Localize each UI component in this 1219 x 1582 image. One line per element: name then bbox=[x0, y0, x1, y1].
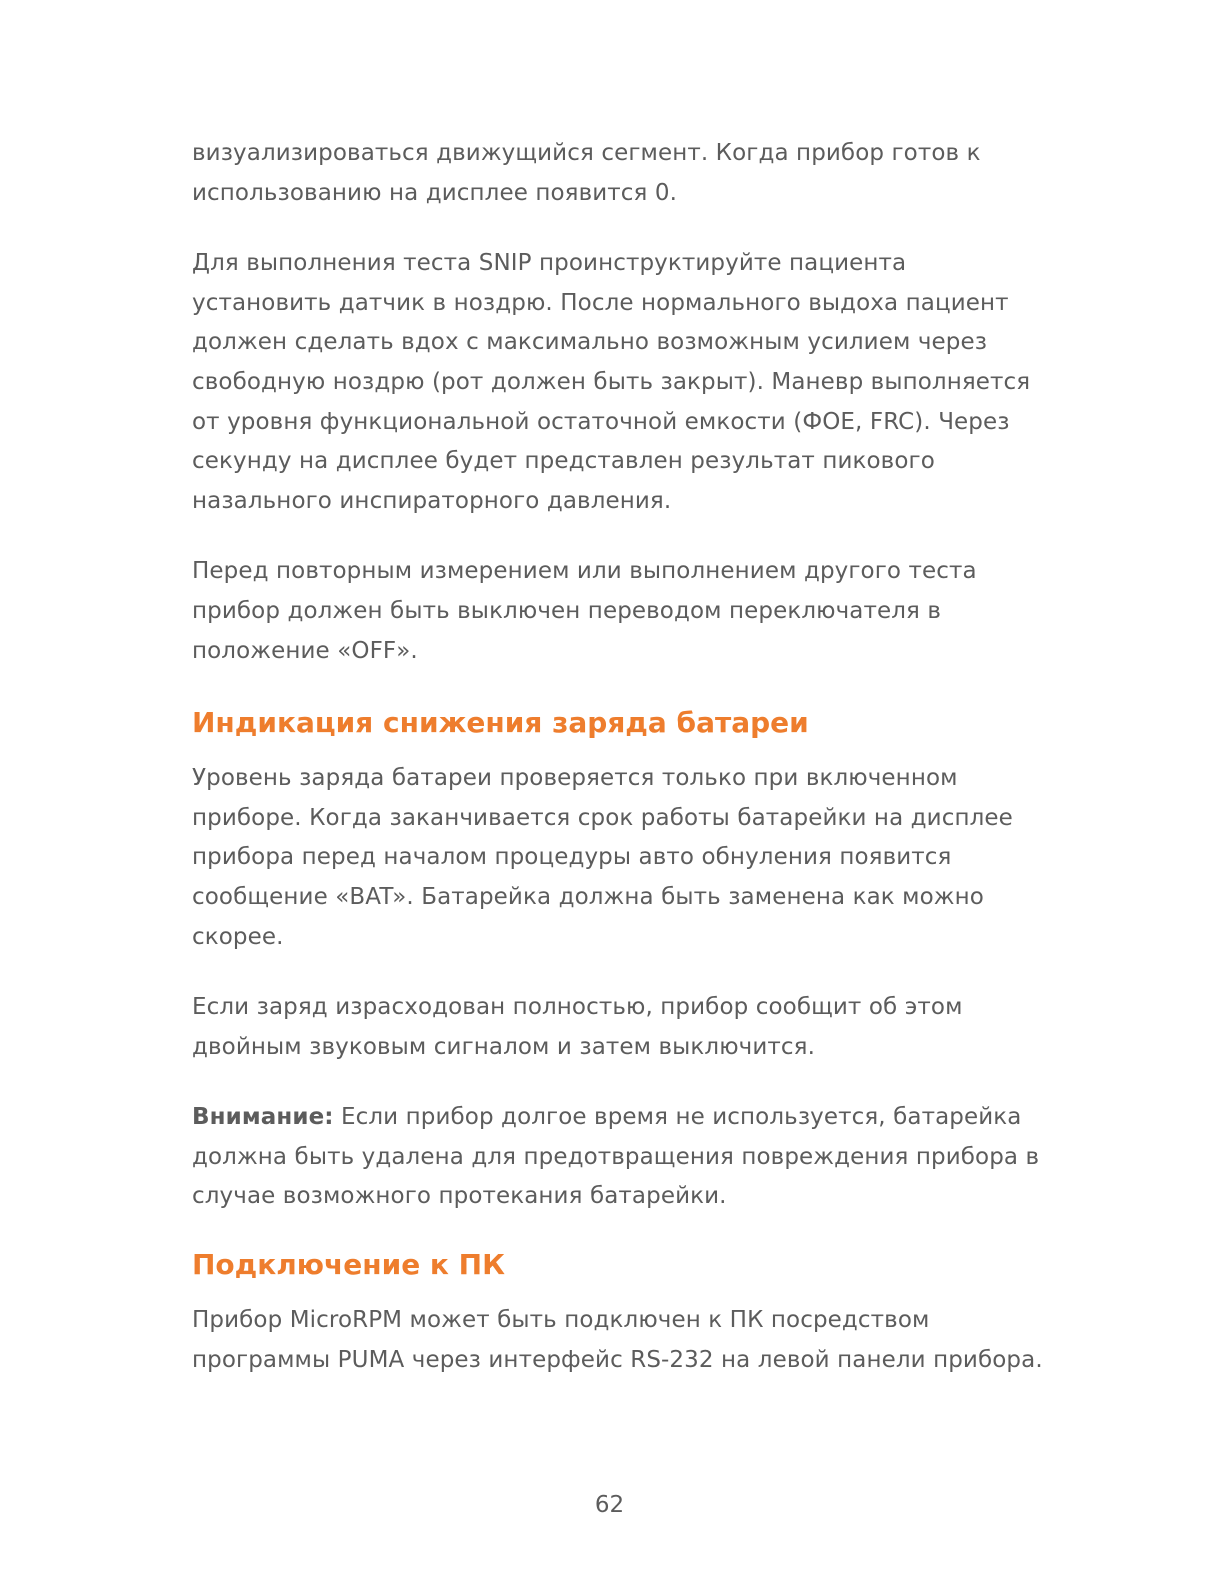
warning-text: Если прибор долгое время не используется, батарейка должна быть удалена для предотвращения повреждения прибора в случае возможного протекания батарейки. bbox=[192, 1104, 1040, 1210]
paragraph-battery-warning bbox=[192, 1098, 1052, 1217]
document-page bbox=[192, 134, 1052, 1380]
paragraph-battery-depleted: Если заряд израсходован полностью, прибор сообщит об этом двойным звуковым сигналом и затем выключится. bbox=[192, 994, 963, 1060]
paragraph-device-ready: визуализироваться движущийся сегмент. Когда прибор готов к использованию на дисплее появится 0. bbox=[192, 140, 981, 206]
page-number: 62 bbox=[594, 1492, 625, 1518]
warning-label: Внимание: bbox=[192, 1104, 334, 1131]
paragraph-pc-connection: Прибор MicroRPM может быть подключен к ПК посредством программы PUMA через интерфейс RS-232 на левой панели прибора. bbox=[192, 1307, 1043, 1373]
heading-pc-connection: Подключение к ПК bbox=[192, 1248, 506, 1282]
paragraph-power-off: Перед повторным измерением или выполнением другого теста прибор должен быть выключен переводом переключателя в положение «OFF». bbox=[192, 558, 977, 664]
paragraph-battery-level: Уровень заряда батареи проверяется только при включенном приборе. Когда заканчивается срок работы батарейки на дисплее прибора перед началом процедуры авто обнуления появится сообщение «BAT». Батарейка должна быть заменена как можно скорее. bbox=[192, 765, 1013, 950]
paragraph-snip-test: Для выполнения теста SNIP проинструктируйте пациента установить датчик в ноздрю. После нормального выдоха пациент должен сделать вдох с максимально возможным усилием через свободную ноздрю (рот должен быть закрыт). Маневр выполняется от уровня функциональной остаточной емкости (ФОЕ, FRC). Через секунду на дисплее будет представлен результат пикового назального инспираторного давления. bbox=[192, 250, 1031, 514]
heading-battery-indication: Индикация снижения заряда батареи bbox=[192, 706, 809, 740]
